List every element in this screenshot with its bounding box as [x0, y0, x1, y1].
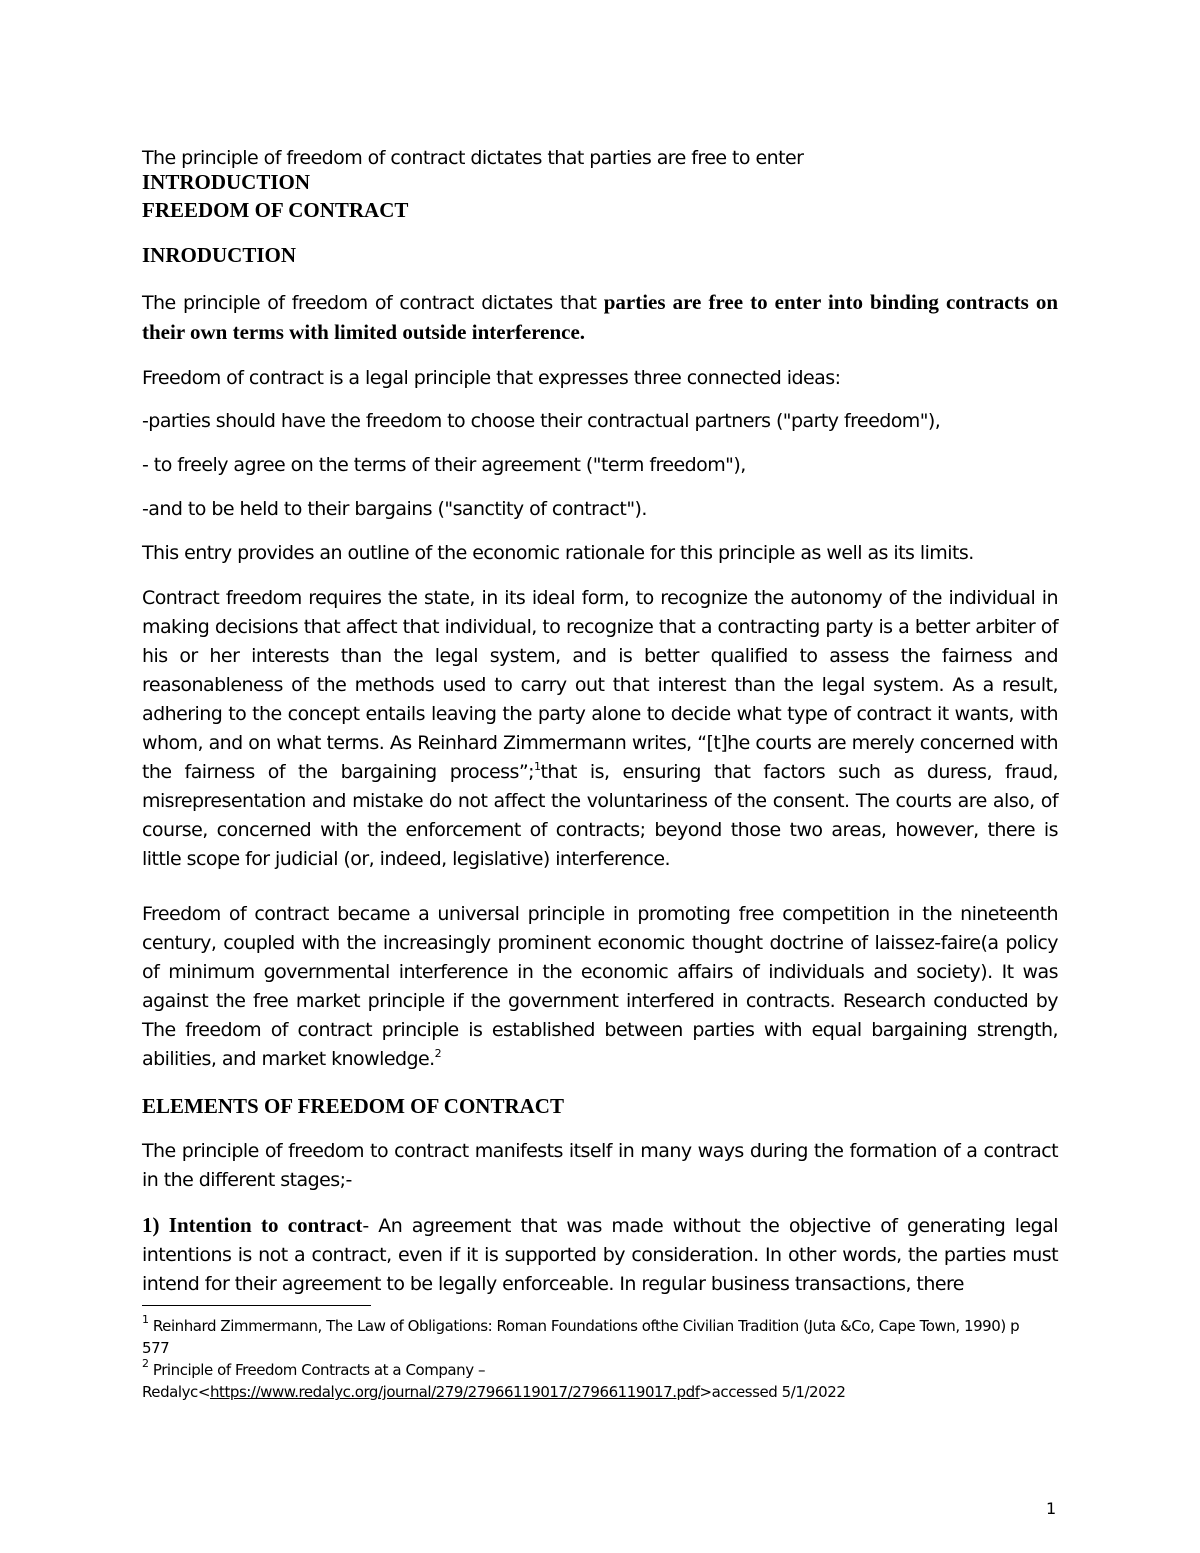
paragraph-contract-freedom-b: that is, ensuring that factors such as duress, fraud, misrepresentation and mistake do not affect the voluntariness of the consent. The courts are also, of course, concerned with the enforcement of contracts; beyond those two areas, however, there is little scope for judicial (or, indeed, legislative) interference. — [142, 761, 1058, 870]
paragraph-principle-bold: parties are free to enter into binding contracts on their own terms with limited outside interference. — [142, 290, 1058, 344]
footnote-1-mark: 1 — [142, 1313, 149, 1326]
page-number: 1 — [1046, 1499, 1057, 1518]
footnote-separator — [142, 1305, 371, 1306]
paragraph-principle-intro: The principle of freedom of contract dictates that — [142, 292, 604, 314]
paragraph-universal-principle — [142, 900, 1058, 1074]
footnotes — [142, 1315, 1042, 1403]
list-item-party-freedom: -parties should have the freedom to choose their contractual partners ("party freedom"), — [142, 410, 941, 432]
list-item-sanctity: -and to be held to their bargains ("sanctity of contract"). — [142, 498, 647, 520]
paragraph-contract-freedom — [142, 584, 1058, 874]
paragraph-principle — [142, 288, 1058, 348]
footnote-ref-2: 2 — [434, 1047, 442, 1060]
intention-text: - An agreement that was made without the objective of generating legal intentions is not a contract, even if it is supported by consideration. In other words, the parties must intend for their agreement to be legally enforceable. In regular business transactions, there — [142, 1215, 1058, 1295]
paragraph-universal-principle-text: Freedom of contract became a universal principle in promoting free competition in the nineteenth century, coupled with the increasingly prominent economic thought doctrine of laissez-faire(a policy of minimum governmental interference in the economic affairs of individuals and society). It was against the free market principle if the government interfered in contracts. Research conducted by The freedom of contract principle is established between parties with equal bargaining strength, abilities, and market knowledge. — [142, 903, 1058, 1070]
footnote-2-text: Principle of Freedom Contracts at a Company – — [148, 1361, 486, 1379]
footnote-2 — [142, 1359, 1042, 1381]
paragraph-outline: This entry provides an outline of the economic rationale for this principle as well as its limits. — [142, 542, 974, 564]
paragraph-stages: The principle of freedom to contract manifests itself in many ways during the formation of a contract in the different stages;- — [142, 1140, 1058, 1191]
opening-line: The principle of freedom of contract dictates that parties are free to enter — [142, 147, 804, 169]
paragraph-contract-freedom-a: Contract freedom requires the state, in its ideal form, to recognize the autonomy of the individual in making decisions that affect that individual, to recognize that a contracting party is a better arbiter of his or her interests than the legal system, and is better qualified to assess the fairness and reasonableness of the methods used to carry out that interest than the legal system. As a result, adhering to the concept entails leaving the party alone to decide what type of contract it wants, with whom, and on what terms. As Reinhard Zimmermann writes, “[t]he courts are merely concerned with the fairness of the bargaining process”; — [142, 587, 1058, 783]
heading-inroduction: INRODUCTION — [142, 243, 297, 267]
paragraph-intention — [142, 1211, 1058, 1299]
footnote-2-source-name: Redalyc< — [142, 1383, 210, 1401]
list-item-term-freedom: - to freely agree on the terms of their agreement ("term freedom"), — [142, 454, 746, 476]
footnote-2-source — [142, 1381, 1042, 1403]
footnote-1-text: Reinhard Zimmermann, The Law of Obligations: Roman Foundations ofthe Civilian Tradition (Juta &Co, Cape Town, 1990) p 577 — [142, 1317, 1020, 1357]
paragraph-three-ideas: Freedom of contract is a legal principle that expresses three connected ideas: — [142, 367, 841, 389]
footnote-2-accessed: >accessed 5/1/2022 — [699, 1383, 846, 1401]
intention-label: 1) Intention to contract — [142, 1213, 363, 1237]
footnote-1 — [142, 1315, 1042, 1359]
footnote-2-link[interactable]: https://www.redalyc.org/journal/279/27966119017/27966119017.pdf — [209, 1383, 700, 1401]
heading-freedom-of-contract: FREEDOM OF CONTRACT — [142, 198, 409, 222]
footnote-ref-1: 1 — [534, 760, 541, 773]
heading-elements: ELEMENTS OF FREEDOM OF CONTRACT — [142, 1094, 564, 1118]
heading-introduction: INTRODUCTION — [142, 170, 311, 194]
footnote-2-mark: 2 — [142, 1357, 149, 1370]
